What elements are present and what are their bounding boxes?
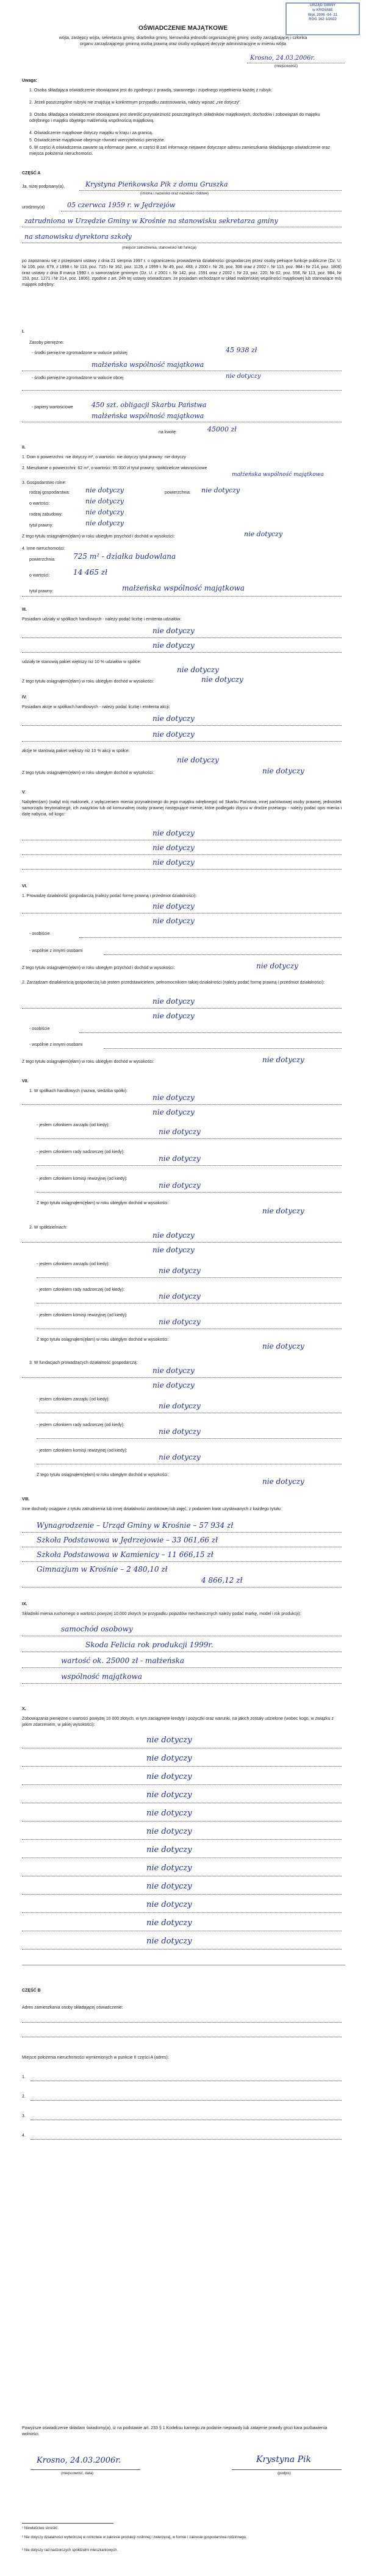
sec9-text: Składniki mienia ruchomego o wartości powyżej 10.000 złotych (w przypadku pojazdów mechanicznych należy podać markę, model i rok produkcji): <box>22 1612 301 1616</box>
sec7-p2-przychod: Z tego tytułu osiągnąłem(ęłam) w roku ubiegłym dochód w wysokości: <box>37 1338 169 1342</box>
sec7-zarzad-1-value: nie dotyczy <box>159 1127 201 1136</box>
sec10-text: Zobowiązania pieniężne o wartości powyżej 10 000 złotych, w tym zaciągnięte kredyty i pożyczki oraz warunki, na jakich zostały udzielone (wobec kogo, w związku z jakim zdarzeniem, w jakiej wysokości): <box>22 1717 334 1727</box>
uwaga-item-1: 1. Osoba składająca oświadczenie obowiązana jest do zgodnego z prawdą, starannego i zupełnego wypełnienia każdej z rubryk. <box>29 88 273 93</box>
sec7-rada-1-value: nie dotyczy <box>159 1154 201 1163</box>
sec7-rada-3: - jestem członkiem rady nadzorczej (od kiedy): <box>37 1423 124 1427</box>
sec4-przychod-label: Z tego tytułu osiągnąłem(ęłam) w roku ubiegłym dochód w wysokości: <box>22 771 154 775</box>
dom-line: 1. Dom o powierzchni: nie dotyczy m², o wartości: nie dotyczy tytuł prawny: nie dotyczy <box>22 455 186 459</box>
born-label: urodzony(a) <box>22 205 45 210</box>
uwaga-title: Uwaga: <box>22 79 37 83</box>
sec8-text: Inne dochody osiągane z tytułu zatrudnienia lub innej działalności zarobkowej lub zajęć, z podaniem kwot uzyskiwanych z każdego tytułu: <box>22 1507 282 1511</box>
stamp-line-3: Wpł. 2006 -04- 21 <box>307 13 338 17</box>
sec7-komisja-1: - jestem członkiem komisji rewizyjnej (od kiedy): <box>37 1177 127 1181</box>
sec3-value-2: nie dotyczy <box>152 641 195 650</box>
sec5-text: Nabyłem(am) (nabył mój małżonek, z wyłączeniem mienia przynależnego do jego majątku odrębnego) od Skarbu Państwa, innej państwowej osoby prawnej, jednostek samorządu terytorialnego, ich związków lub od komunalnej osoby prawnej następujące mienie, które podlegało zbyciu w drodze przetargu - należy podać opis mienia i datę nabycia, od kogo: <box>22 800 342 817</box>
sec4-num: IV. <box>22 695 27 700</box>
sec9-num: IX. <box>22 1602 27 1606</box>
sec7-p3: 3. W fundacjach prowadzących działalność gospodarczą: <box>29 1361 138 1365</box>
polska-note: małżeńska wspólność majątkowa <box>92 361 204 369</box>
sec3-pakiet-label: udziały te stanowią pakiet większy niż 10 % udziałów w spółce: <box>22 660 142 664</box>
gospodarstwo-label: 3. Gospodarstwo rolne: <box>22 481 66 485</box>
czesc-a-title: CZĘŚĆ A <box>22 171 41 176</box>
papiery-note: małżeńska wspólność majątkowa <box>92 412 204 420</box>
pow-value: nie dotyczy <box>201 486 240 494</box>
legal-preamble: po zapoznaniu się z przepisami ustawy z dnia 21 sierpnia 1997 r. o ograniczeniu prowadzenia działalności gospodarczej przez osoby pełniące funkcje publiczne (Dz. U. Nr 106, poz. 679, z 1998 r. Nr 113, poz. 715 i Nr 162, poz. 1126, z 1999 r. Nr 49, poz. 483, z 2000 r. Nr 26, poz. 306 oraz z 2002 r. Nr 113, poz. 984 i Nr 214, poz. 1806) oraz ustawy z dnia 8 marca 1990 r. o samorządzie gminnym (Dz. U. z 2001 r. Nr 142, poz. 1591 oraz z 2002 r. Nr 23, poz. 220, Nr 62, poz. 558, Nr 113, poz. 984, Nr 153, poz. 1271 i Nr 214, poz. 1806), zgodnie z art. 24h tej ustawy oświadczam, że posiadam wchodzące w skład małżeńskiej wspólności majątkowej lub stanowiące mój majątek odrębny: <box>22 259 342 288</box>
polska-label: - środki pieniężne zgromadzone w walucie polskiej <box>32 351 127 355</box>
footer-place-caption: (miejscowość, data) <box>61 2472 94 2475</box>
miejsce-item-3: 3. <box>22 2114 26 2118</box>
sec6-num: VI. <box>22 884 27 889</box>
sec4-pakiet-value: nie dotyczy <box>177 756 219 764</box>
sec3-num: III. <box>22 608 27 612</box>
sec3-przychod-value: nie dotyczy <box>201 675 243 684</box>
sec7-p3-value-1: nie dotyczy <box>152 1366 195 1375</box>
tytul-label: rodzaj zabudowy: <box>29 513 63 517</box>
sec10-value-4: nie dotyczy <box>146 1790 192 1800</box>
inne-wart-label: o wartości: <box>29 573 50 578</box>
sec8-line-1: Wynagrodzenie – Urząd Gminy w Krośnie – 57 934 zł <box>37 1521 234 1530</box>
mieszkanie-note: małżeńska wspólność majątkowa <box>232 472 324 478</box>
sec6-osobiscie: - osobiście <box>29 932 50 936</box>
footnote-1: ¹ Niewłaściwe skreślić. <box>22 2527 59 2530</box>
sec6-p2-wspolnie: - wspólnie z innymi osobami <box>29 1043 83 1047</box>
sec4-value-2: nie dotyczy <box>152 730 195 739</box>
sec3-value-1: nie dotyczy <box>152 626 195 635</box>
sec6-p2-osobiscie: - osobiście <box>29 1027 50 1031</box>
sec6-wspolnie: - wspólnie z innymi osobami <box>29 949 83 953</box>
sec7-zarzad-1: - jestem członkiem zarządu (od kiedy): <box>37 1123 110 1127</box>
sec6-p2-value-2: nie dotyczy <box>152 1012 195 1020</box>
wart-label: o wartości: <box>29 502 50 506</box>
sec3-przychod-label: Z tego tytułu osiągnąłem(ęłam) w roku ubiegłym dochód w wysokości: <box>22 679 154 684</box>
inne-wart-value: 14 465 zł <box>73 568 108 577</box>
sec7-p3-przychod: Z tego tytułu osiągnąłem(ęłam) w roku ubiegłym dochód w wysokości: <box>37 1473 169 1477</box>
sec7-rada-2-value: nie dotyczy <box>159 1292 201 1300</box>
footnote-3: ³ Nie dotyczy rad nadzorczych spółdzielni mieszkaniowych. <box>22 2549 118 2552</box>
sec10-value-6: nie dotyczy <box>146 1827 192 1836</box>
sec7-komisja-3: - jestem członkiem komisji rewizyjnej (od kiedy): <box>37 1449 127 1453</box>
zasoby-label: Zasoby pieniężne: <box>29 341 64 345</box>
header-place-date: Krosno, 24.03.2006r. <box>250 55 315 62</box>
sec7-p1-value-1: nie dotyczy <box>152 1093 195 1102</box>
papiery-value: 450 szt. obligacji Skarbu Państwa <box>92 401 207 409</box>
inne-tytul-label: tytuł prawny: <box>29 589 54 594</box>
miejsce-item-2: 2. <box>22 2095 26 2099</box>
sec3-text: Posiadam udziały w spółkach handlowych - należy podać liczbę i emitenta udziałów: <box>22 617 182 622</box>
stamp-line-1: URZĄD GMINY <box>309 4 336 7</box>
sec9-line-4: wspólność majątkowa <box>61 1672 142 1681</box>
declarant-name: Krystyna Pieńkowska Pik z domu Gruszka <box>85 180 228 188</box>
sec7-p3-value-2: nie dotyczy <box>152 1381 195 1389</box>
sec8-line-4: Gimnazjum w Krośnie – 2 480,10 zł <box>37 1565 168 1574</box>
inne-pow-value: 725 m² - działka budowlana <box>73 552 176 561</box>
sec7-p1: 1. W spółkach handlowych (nazwa, siedziba spółki): <box>29 1089 128 1093</box>
sec10-value-7: nie dotyczy <box>146 1845 192 1854</box>
tytul2-value: nie dotyczy <box>85 519 124 527</box>
sec6-p1: 1. Prowadzę działalność gospodarczą (należy podać formę prawną i przedmiot działalności): <box>22 894 197 898</box>
header-place-caption: (miejscowość) <box>274 65 298 68</box>
footer-statement: Powyższe oświadczenie składam świadomy(a), iż na podstawie art. 233 § 1 Kodeksu karnego za podanie nieprawdy lub zatajenie prawdy grozi kara pozbawienia wolności. <box>22 2426 328 2436</box>
sec10-value-5: nie dotyczy <box>146 1809 192 1818</box>
mieszkanie-line: 2. Mieszkanie o powierzchni: 62 m², o wartości: 95 000 zł tytuł prawny: spółdzielcze własnościowe <box>22 466 207 470</box>
sec7-p1-przychod: Z tego tytułu osiągnąłem(ęłam) w roku ubiegłym dochód w wysokości: <box>37 1201 169 1205</box>
uwaga-item-2: 2. Jeżeli poszczególne rubryki nie znajdują w konkretnym przypadku zastosowania, należy wpisać „nie dotyczy". <box>29 101 242 105</box>
sec4-pakiet-label: akcje te stanowią pakiet większy niż 10 % akcji w spółce: <box>22 749 130 753</box>
sec10-value-3: nie dotyczy <box>146 1772 192 1781</box>
sec7-zarzad-2: - jestem członkiem zarządu (od kiedy): <box>37 1262 110 1266</box>
rodzaj-label: rodzaj gospodarstwa: <box>29 491 70 495</box>
sec7-komisja-1-value: nie dotyczy <box>159 1181 201 1190</box>
sec9-line-1: samochód osobowy <box>61 1625 133 1633</box>
sec6-p1-value-1: nie dotyczy <box>152 902 195 910</box>
sec4-value-1: nie dotyczy <box>152 714 195 723</box>
sec8-line-3: Szkoła Podstawowa w Kamienicy – 11 666,15 zł <box>37 1550 214 1559</box>
sec3-pakiet-value: nie dotyczy <box>177 665 219 674</box>
sec10-value-1: nie dotyczy <box>146 1736 192 1745</box>
czesc-b-title: CZĘŚĆ B <box>22 1989 41 1993</box>
sec4-przychod-value: nie dotyczy <box>262 767 304 775</box>
miejsce-item-1: 1. <box>22 2075 26 2079</box>
employment-caption: (miejsce zatrudnienia, stanowisko lub funkcja) <box>122 246 197 250</box>
sec2-num: II. <box>22 445 26 450</box>
sec7-p2-przychod-value: nie dotyczy <box>262 1342 304 1350</box>
sec4-text: Posiadam akcje w spółkach handlowych - należy podać liczbę i emitenta akcji: <box>22 705 170 709</box>
footer-place-date: Krosno, 24.03.2006r. <box>37 2456 121 2465</box>
footnote-2: ² Nie dotyczy działalności wytwórczej w rolnictwie w zakresie produkcji roślinnej i zwierzęcej, w formie i zakresie gospodarstwa rodzinnego. <box>22 2536 247 2539</box>
sec6-p2-przychod: Z tego tytułu osiągnąłem(ęłam) w roku ubiegłym dochód w wysokości: <box>22 1060 154 1064</box>
sec5-value-3: nie dotyczy <box>152 858 195 867</box>
obca-value: nie dotyczy <box>226 373 261 380</box>
tytul2-label: tytuł prawny: <box>29 523 54 528</box>
sec6-p2-value-1: nie dotyczy <box>152 997 195 1006</box>
inne-pow-label: powierzchnia: <box>29 558 56 562</box>
footer-signature-caption: (podpis) <box>278 2472 291 2475</box>
sec7-komisja-2: - jestem członkiem komisji rewizyjnej (od kiedy): <box>37 1313 127 1318</box>
sec6-p1-value-2: nie dotyczy <box>152 917 195 925</box>
sec10-value-11: nie dotyczy <box>146 1918 192 1928</box>
sec10-value-8: nie dotyczy <box>146 1864 192 1873</box>
uwaga-item-6: 6. W części A oświadczenia zawarte są informacje jawne, w części B zaś informacje niejawne dotyczące adresu zamieszkania składającego oświadczenie oraz miejsca położenia nieruchomości. <box>29 146 330 156</box>
sec2-przychod-value: nie dotyczy <box>244 530 283 538</box>
sec10-value-12: nie dotyczy <box>146 1937 192 1946</box>
obca-label: - środki pieniężne zgromadzone w walucie obcej <box>32 376 124 380</box>
tytul-value: nie dotyczy <box>85 508 124 516</box>
polska-value: 45 938 zł <box>226 346 257 354</box>
papiery-kwota-label: na kwotę: <box>159 430 177 435</box>
stamp-line-4: ROG 162-1/2022 <box>309 18 337 22</box>
sec10-value-10: nie dotyczy <box>146 1900 192 1909</box>
sec9-line-2: Skoda Felicia rok produkcji 1999r. <box>85 1641 214 1649</box>
ja-label: Ja, niżej podpisany(a), <box>22 185 65 189</box>
uwaga-item-5: 5. Oświadczenie majątkowe obejmuje również wierzytelności pieniężne. <box>29 138 165 143</box>
pow-label: powierzchnia: <box>165 491 191 495</box>
sec8-line-2: Szkoła Podstawowa w Jędrzejowie – 33 061,66 zł <box>37 1536 218 1544</box>
stamp-line-2: w KROSNIE <box>312 8 333 12</box>
born-value: 05 czerwca 1959 r. w Jędrzejów <box>67 201 176 209</box>
sec7-p2: 2. W spółdzielniach: <box>29 1226 68 1230</box>
employment-line-1: zatrudniona w Urzędzie Gminy w Krośnie na stanowisku sekretarza gminy <box>24 217 278 225</box>
document-title: OŚWIADCZENIE MAJĄTKOWE <box>138 25 228 32</box>
footer-signature: Krystyna Pik <box>256 2455 311 2464</box>
wart-value: nie dotyczy <box>85 497 124 505</box>
employment-line-2: na stanowisku dyrektora szkoły <box>24 233 132 241</box>
sec7-rada-2: - jestem członkiem rady nadzorczej (od kiedy): <box>37 1288 124 1292</box>
sec9-line-3: wartość ok. 25000 zł - małżeńska <box>61 1656 185 1665</box>
sec8-num: VIII. <box>22 1497 30 1502</box>
sec7-zarzad-2-value: nie dotyczy <box>159 1266 201 1275</box>
document-subtitle: wójta, zastępcy wójta, sekretarza gminy, skarbnika gminy, kierownika jednostki organizacyjnej gminy, osoby zarządzającej i członka organu zarządzającego gminną osobą prawną oraz osoby wydającej decyzje administracyjne w imieniu wójta <box>59 36 307 46</box>
uwaga-item-4: 4. Oświadczenie majątkowe dotyczy majątku w kraju i za granicą. <box>29 131 153 135</box>
sec7-zarzad-3: - jestem członkiem zarządu (od kiedy): <box>37 1397 110 1402</box>
papiery-kwota-value: 45000 zł <box>207 425 237 433</box>
papiery-label: - papiery wartościowe <box>32 405 73 410</box>
sec7-rada-1: - jestem członkiem rady nadzorczej (od kiedy): <box>37 1150 124 1154</box>
sec7-p1-value-2: nie dotyczy <box>152 1108 195 1116</box>
adres-label: Adres zamieszkania osoby składającej oświadczenie: <box>22 2006 123 2010</box>
rodzaj-value: nie dotyczy <box>85 486 124 494</box>
sec6-p2-przychod-value: nie dotyczy <box>262 1056 304 1064</box>
sec5-value-1: nie dotyczy <box>152 829 195 837</box>
sec6-p2: 2. Zarządzam działalnością gospodarczą lub jestem przedstawicielem, pełnomocnikiem takiej działalności (należy podać formę prawną i przedmiot działalności): <box>22 981 325 985</box>
name-caption: (imiona i nazwisko oraz nazwisko rodowe) <box>140 192 209 196</box>
sec7-p2-value-1: nie dotyczy <box>152 1231 195 1240</box>
miejsce-label: Miejsce położenia nieruchomości wymienionych w punkcie II części A (adres): <box>22 2056 169 2060</box>
inne-label: 4. Inne nieruchomości: <box>22 547 65 551</box>
sec1-num: I. <box>22 330 24 334</box>
sec7-p2-value-2: nie dotyczy <box>152 1246 195 1254</box>
sec10-value-2: nie dotyczy <box>146 1754 192 1763</box>
sec6-p1-przychod: Z tego tytułu osiągnąłem(ęłam) w roku ubiegłym przychód i dochód w wysokości: <box>22 966 175 970</box>
sec7-komisja-3-value: nie dotyczy <box>159 1453 201 1461</box>
sec7-rada-3-value: nie dotyczy <box>159 1427 201 1436</box>
sec5-num: V. <box>22 790 26 795</box>
sec7-num: VII. <box>22 1079 29 1084</box>
inne-tytul-value: małżeńska wspólność majątkowa <box>122 584 245 592</box>
sec7-p3-przychod-value: nie dotyczy <box>262 1477 304 1486</box>
sec2-przychod-label: Z tego tytułu osiągnąłem(ęłam) w roku ubiegłym przychód i dochód w wysokości: <box>22 534 175 539</box>
sec10-num: X. <box>22 1707 26 1711</box>
sec5-value-2: nie dotyczy <box>152 843 195 852</box>
sec7-komisja-2-value: nie dotyczy <box>159 1318 201 1326</box>
sec7-p1-przychod-value: nie dotyczy <box>262 1207 304 1215</box>
sec7-zarzad-3-value: nie dotyczy <box>159 1402 201 1410</box>
miejsce-item-4: 4. <box>22 2134 26 2138</box>
uwaga-item-3: 3. Osoba składająca oświadczenie obowiązana jest określić przynależność poszczególnych składników majątkowych, dochodów i zobowiązań do majątku odrębnego i majątku objętego małżeńską wspólnością majątkową. <box>29 113 320 123</box>
sec6-p1-przychod-value: nie dotyczy <box>256 962 298 970</box>
sec8-line-4-amount: 4 866,12 zł <box>201 1576 243 1584</box>
sec10-value-9: nie dotyczy <box>146 1882 192 1891</box>
